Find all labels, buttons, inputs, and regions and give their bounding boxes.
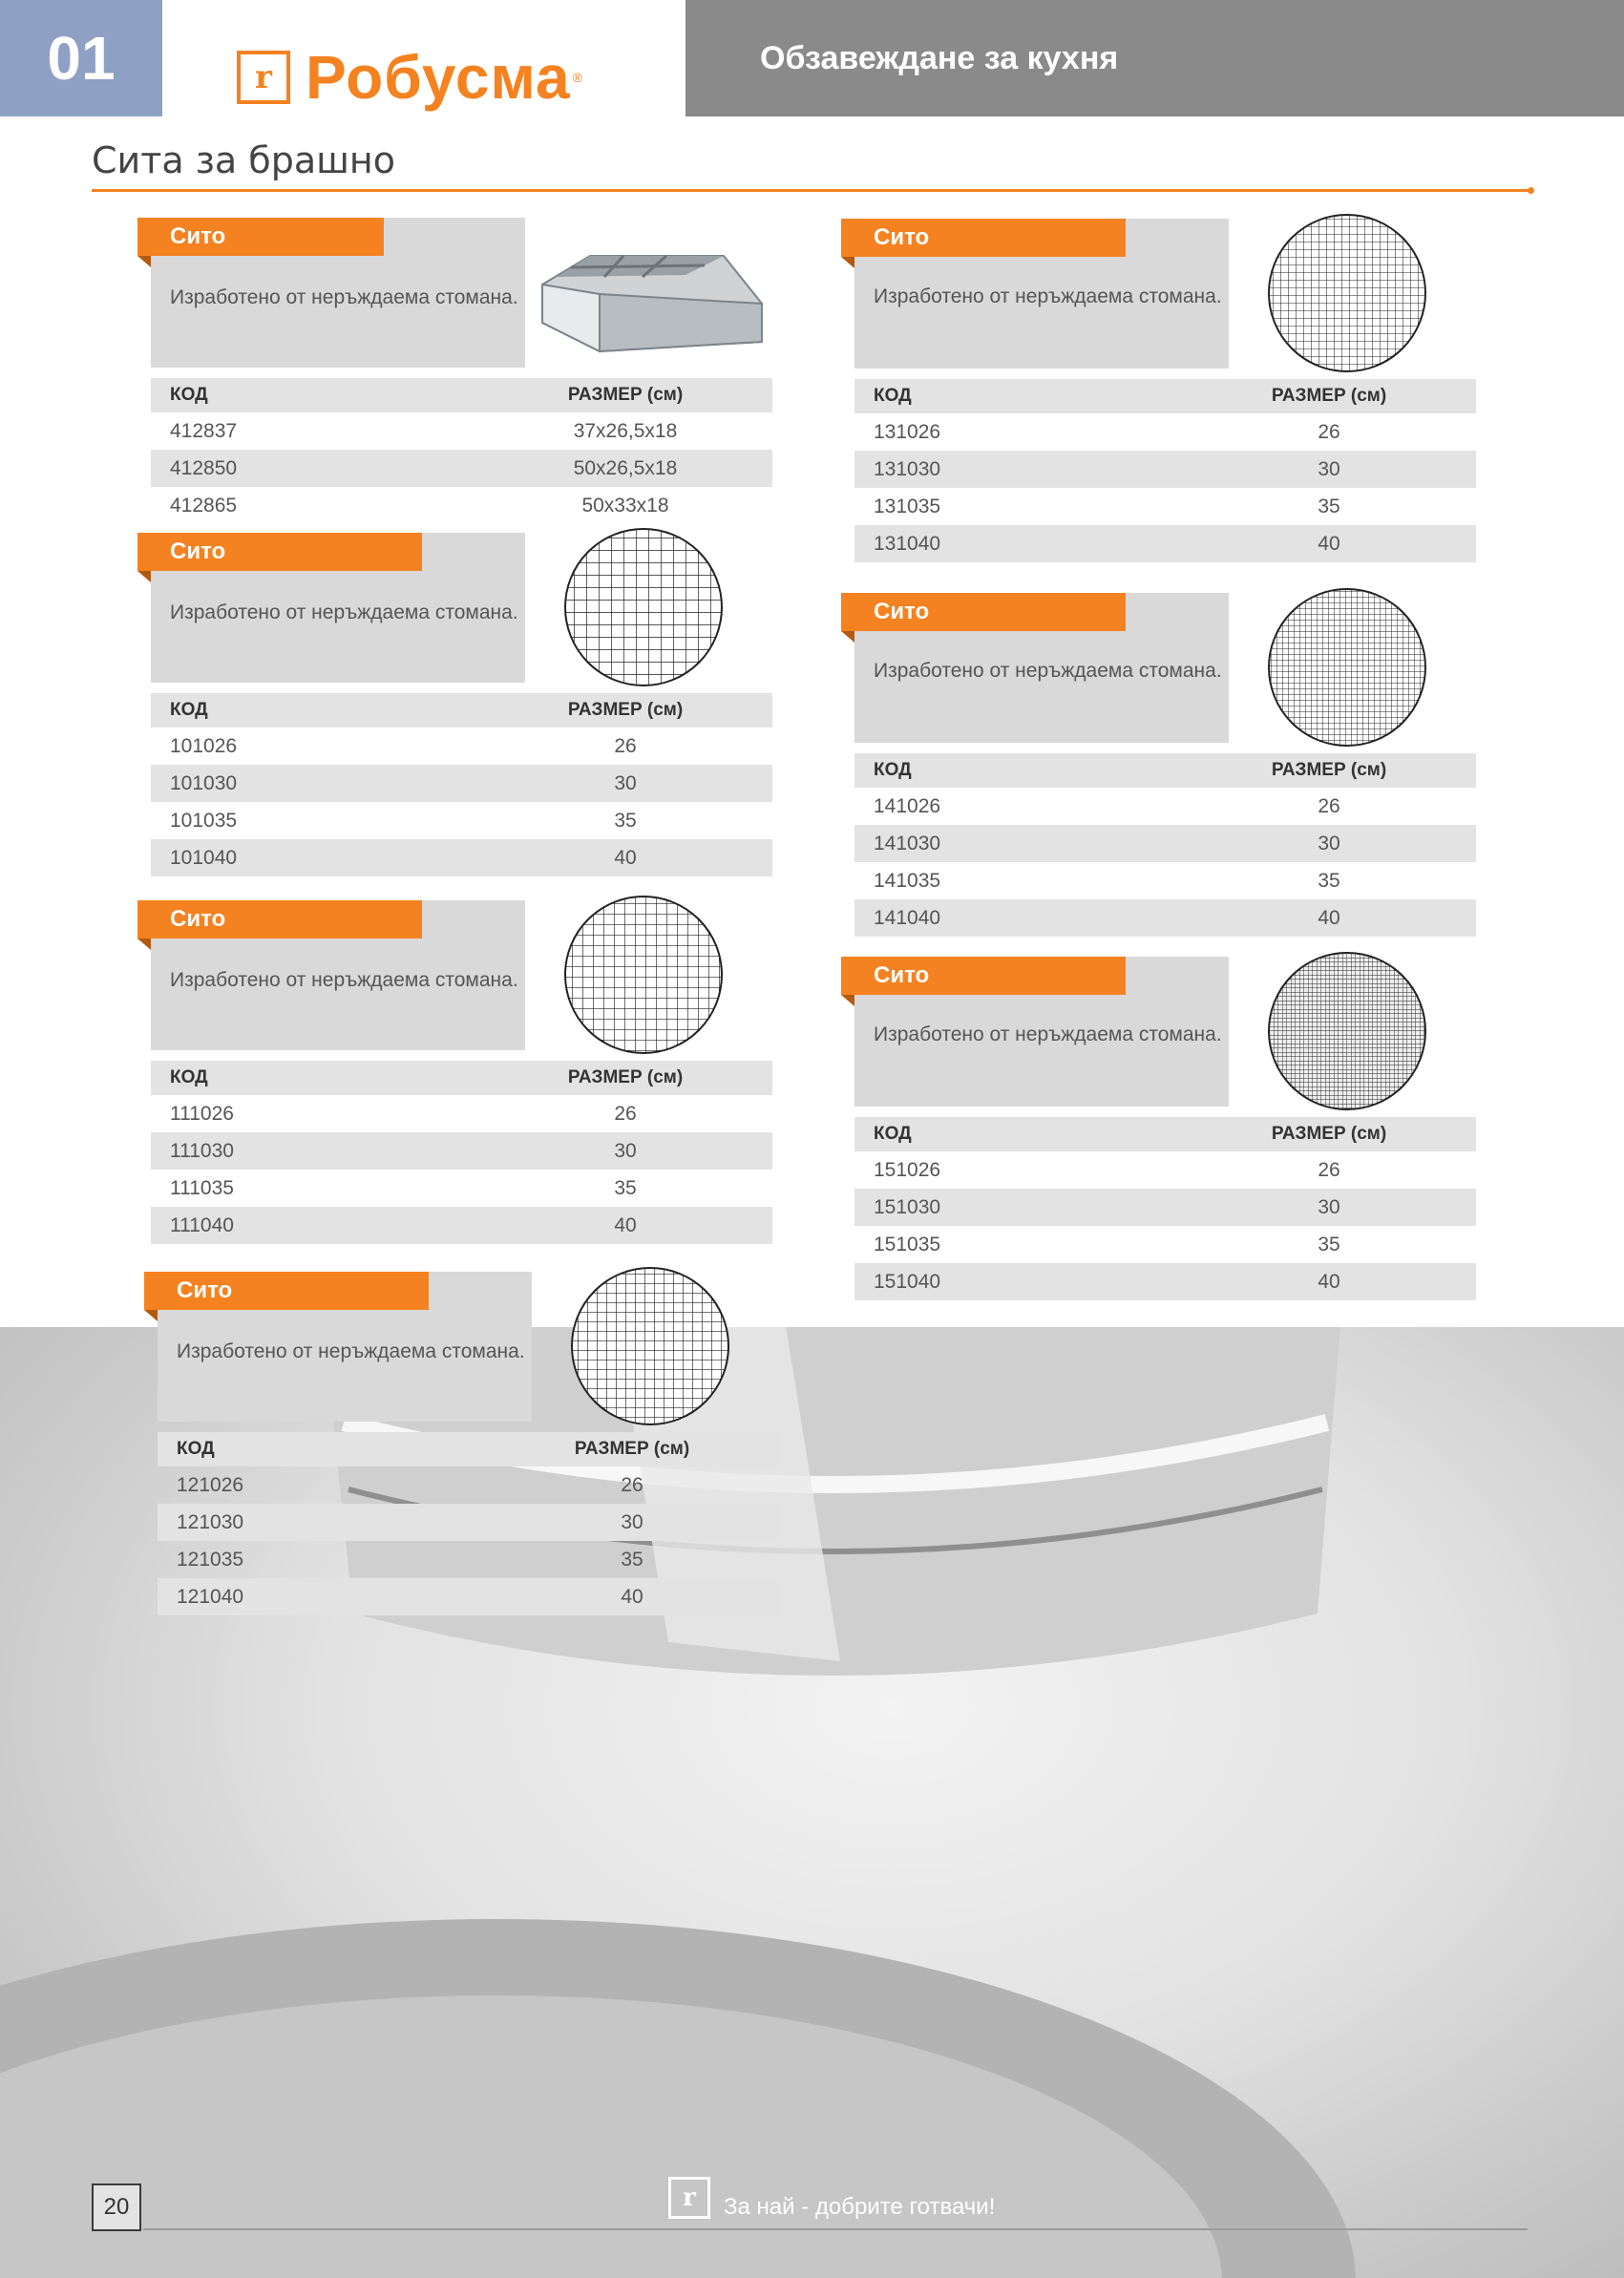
size-cell: 26 <box>1318 794 1340 817</box>
table-row <box>854 1151 1476 1189</box>
table-header-row <box>151 1061 772 1095</box>
size-header: РАЗМЕР (см) <box>567 385 684 405</box>
brand-logo <box>237 42 582 113</box>
table-row <box>854 413 1476 451</box>
code-cell: 131026 <box>874 420 941 443</box>
code-cell: 151030 <box>874 1195 941 1218</box>
table-row <box>158 1578 779 1615</box>
section-number: 01 <box>0 0 162 116</box>
table-row <box>151 450 772 487</box>
table-row <box>151 1095 772 1132</box>
footer-slogan: За най - добрите готвачи! <box>724 2194 996 2220</box>
table-row <box>151 728 772 765</box>
code-cell: 141030 <box>874 832 941 854</box>
product-name-tag: Сито <box>137 533 422 571</box>
product-name-tag: Сито <box>137 900 422 939</box>
product-card <box>151 533 525 683</box>
rectangular-sieve-image <box>533 218 771 361</box>
round-mesh-coarse-image <box>561 525 726 689</box>
size-cell: 30 <box>1318 1195 1340 1218</box>
product-description: Изработено от неръждаема стомана. <box>170 601 518 623</box>
size-cell: 35 <box>1318 1233 1340 1255</box>
code-cell: 121030 <box>177 1510 244 1533</box>
product-table <box>854 1117 1476 1300</box>
code-header: КОД <box>874 386 912 406</box>
code-header: КОД <box>170 1067 208 1087</box>
table-row <box>854 488 1476 525</box>
page-number: 20 <box>92 2183 141 2231</box>
code-cell: 151026 <box>874 1158 941 1181</box>
size-header: РАЗМЕР (см) <box>1271 386 1387 406</box>
product-card <box>854 957 1229 1107</box>
size-cell: 26 <box>1318 420 1340 443</box>
code-cell: 141035 <box>874 869 941 892</box>
product-description: Изработено от неръждаема стомана. <box>170 969 518 991</box>
code-cell: 111040 <box>170 1213 234 1236</box>
size-cell: 26 <box>1318 1158 1340 1181</box>
table-row <box>151 802 772 839</box>
tag-fold <box>841 995 854 1006</box>
table-row <box>151 1207 772 1244</box>
title-divider-dot <box>1528 187 1534 194</box>
product-card <box>151 218 525 368</box>
size-cell: 40 <box>1318 532 1340 555</box>
size-cell: 40 <box>1318 1270 1340 1293</box>
product-table <box>151 1061 772 1244</box>
code-cell: 121035 <box>177 1548 244 1571</box>
code-cell: 151040 <box>874 1270 941 1293</box>
product-table <box>151 378 772 524</box>
product-name-tag: Сито <box>841 219 1126 257</box>
product-card <box>151 900 525 1050</box>
product-card <box>854 219 1229 369</box>
category-title: Обзавеждане за кухня <box>685 0 1624 116</box>
size-cell: 30 <box>621 1510 643 1533</box>
code-header: КОД <box>874 1124 912 1144</box>
code-cell: 111030 <box>170 1139 234 1162</box>
product-name-tag: Сито <box>841 957 1126 995</box>
code-cell: 101040 <box>170 846 238 869</box>
size-cell: 40 <box>621 1585 643 1608</box>
product-description: Изработено от неръждаема стомана. <box>170 286 518 308</box>
product-description: Изработено от неръждаема стомана. <box>874 285 1222 307</box>
table-row <box>151 487 772 524</box>
code-cell: 412865 <box>170 494 238 517</box>
size-cell: 35 <box>621 1548 643 1571</box>
table-row <box>151 1132 772 1170</box>
product-card <box>158 1272 532 1422</box>
round-mesh-finest-image <box>1265 949 1429 1113</box>
tag-fold <box>137 939 151 950</box>
size-cell: 35 <box>614 809 637 832</box>
table-header-row <box>151 378 772 412</box>
code-header: КОД <box>874 760 912 780</box>
size-cell: 40 <box>614 846 637 869</box>
size-cell: 50x33x18 <box>581 494 669 517</box>
table-header-row <box>151 693 772 728</box>
product-name-tag: Сито <box>137 218 384 256</box>
size-header: РАЗМЕР (см) <box>574 1439 690 1459</box>
table-header-row <box>854 753 1476 788</box>
table-row <box>151 765 772 802</box>
round-mesh-image <box>561 893 726 1057</box>
tag-fold <box>137 256 151 267</box>
table-row <box>854 788 1476 825</box>
size-cell: 40 <box>614 1213 637 1236</box>
code-cell: 131040 <box>874 532 941 555</box>
page-title: Сита за брашно <box>92 139 396 181</box>
size-cell: 26 <box>621 1473 643 1496</box>
size-cell: 26 <box>614 734 637 757</box>
size-cell: 40 <box>1318 906 1340 929</box>
brand-name: Робусма <box>306 43 571 112</box>
size-cell: 30 <box>614 771 637 794</box>
product-table <box>158 1432 779 1615</box>
code-cell: 111035 <box>170 1176 234 1199</box>
tag-fold <box>144 1310 158 1321</box>
table-row <box>151 839 772 876</box>
size-cell: 35 <box>1318 869 1340 892</box>
table-row <box>151 1170 772 1207</box>
table-row <box>854 525 1476 562</box>
table-row <box>158 1466 779 1504</box>
size-cell: 26 <box>614 1102 637 1125</box>
size-cell: 30 <box>1318 457 1340 480</box>
table-row <box>854 451 1476 488</box>
code-cell: 412850 <box>170 456 238 479</box>
tag-fold <box>137 571 151 582</box>
title-divider <box>92 189 1531 192</box>
product-table <box>854 753 1476 937</box>
size-header: РАЗМЕР (см) <box>567 700 684 720</box>
code-header: КОД <box>170 385 208 405</box>
table-row <box>854 862 1476 899</box>
product-description: Изработено от неръждаема стомана. <box>874 1023 1222 1045</box>
code-header: КОД <box>170 700 208 720</box>
code-header: КОД <box>177 1439 215 1459</box>
product-name-tag: Сито <box>841 593 1126 631</box>
code-cell: 121026 <box>177 1473 244 1496</box>
size-cell: 30 <box>614 1139 637 1162</box>
tag-fold <box>841 631 854 643</box>
footer-logo-icon: r <box>668 2177 710 2219</box>
size-header: РАЗМЕР (см) <box>1271 760 1387 780</box>
size-cell: 35 <box>614 1176 637 1199</box>
code-cell: 101030 <box>170 771 238 794</box>
code-cell: 131030 <box>874 457 941 480</box>
size-cell: 35 <box>1318 495 1340 517</box>
product-table <box>854 379 1476 562</box>
table-row <box>158 1504 779 1541</box>
round-mesh-finer-image <box>1265 585 1429 749</box>
product-description: Изработено от неръждаема стомана. <box>177 1340 525 1362</box>
code-cell: 121040 <box>177 1585 244 1608</box>
round-mesh-fine-image <box>1265 211 1429 375</box>
product-name-tag: Сито <box>144 1272 429 1310</box>
table-header-row <box>854 1117 1476 1151</box>
code-cell: 131035 <box>874 495 941 517</box>
footer-divider <box>143 2228 1528 2230</box>
size-header: РАЗМЕР (см) <box>1271 1124 1387 1144</box>
code-cell: 151035 <box>874 1233 941 1255</box>
product-card <box>854 593 1229 743</box>
table-header-row <box>854 379 1476 413</box>
table-row <box>151 412 772 450</box>
table-row <box>854 1189 1476 1226</box>
code-cell: 101026 <box>170 734 238 757</box>
table-row <box>854 1263 1476 1300</box>
product-description: Изработено от неръждаема стомана. <box>874 660 1222 682</box>
table-row <box>158 1541 779 1578</box>
code-cell: 111026 <box>170 1102 234 1125</box>
registered-mark: ® <box>572 70 582 85</box>
table-header-row <box>158 1432 779 1466</box>
table-row <box>854 1226 1476 1263</box>
product-table <box>151 693 772 876</box>
code-cell: 141040 <box>874 906 941 929</box>
table-row <box>854 899 1476 937</box>
table-row <box>854 825 1476 862</box>
code-cell: 412837 <box>170 419 238 442</box>
tag-fold <box>841 257 854 268</box>
code-cell: 101035 <box>170 809 238 832</box>
size-cell: 30 <box>1318 832 1340 854</box>
code-cell: 141026 <box>874 794 941 817</box>
size-header: РАЗМЕР (см) <box>567 1067 684 1087</box>
logo-mark-icon: r <box>237 51 290 104</box>
round-mesh-image <box>568 1264 732 1428</box>
size-cell: 50x26,5x18 <box>573 456 678 479</box>
size-cell: 37x26,5x18 <box>573 419 678 442</box>
